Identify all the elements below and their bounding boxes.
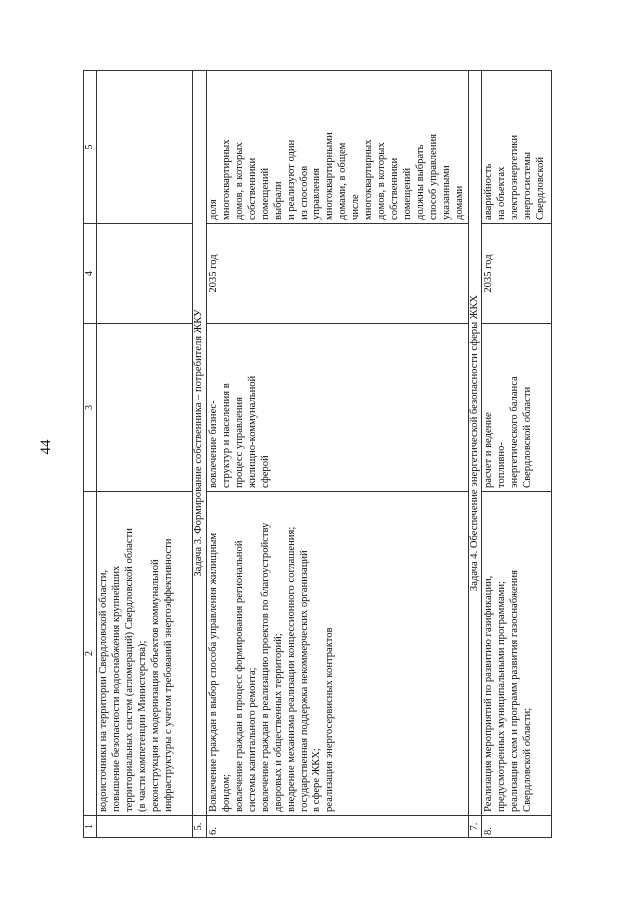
header-col-1: 1 bbox=[84, 816, 97, 838]
section-number: 5. bbox=[193, 816, 207, 838]
header-col-3: 3 bbox=[84, 324, 97, 492]
row-measures: Реализация мероприятий по развитию газификации, предусмотренных муниципальными программами; реализация схем и программ развития газоснабжения Свердловской области; bbox=[482, 492, 552, 816]
row-indicator: аварийность на объектах электроэнергетики энергосистемы Свердловской bbox=[482, 71, 552, 224]
row-year: 2035 год bbox=[482, 224, 552, 324]
section-title: Задача 3. Формирование собственника – потребителя ЖКУ bbox=[193, 71, 207, 816]
header-col-5: 5 bbox=[84, 71, 97, 224]
section-number: 7. bbox=[468, 816, 482, 838]
rotated-table-container bbox=[83, 71, 623, 838]
row-number: 6. bbox=[207, 816, 468, 838]
header-row bbox=[84, 71, 97, 838]
row-number: 8. bbox=[482, 816, 552, 838]
section-title: Задача 4. Обеспечение энергетической безопасности сферы ЖКХ bbox=[468, 71, 482, 816]
page-number: 44 bbox=[38, 439, 54, 455]
row-result: расчет и ведение топливно- энергетического баланса Свердловской области bbox=[482, 324, 552, 492]
header-col-2: 2 bbox=[84, 492, 97, 816]
plan-table bbox=[83, 70, 552, 838]
row-measures: Вовлечение граждан в выбор способа управления жилищным фондом; вовлечение граждан в процесс формирования региональной системы капитального ремонта; вовлечение граждан в реализацию проектов по благоустройству дворовых и общественных территорий; внедрение механизма реализации концессионного соглашения; государственная поддержка некоммерческих организаций в сфере ЖКХ; реализация энергосервисных контрактов bbox=[207, 492, 468, 816]
section-row bbox=[193, 71, 207, 838]
section-row bbox=[468, 71, 482, 838]
row-indicator: доля многоквартирных домов, в которых собственники помещений выбрали и реализуют один из способов управления многоквартирными домами, в общем числе многоквартирных домов, в которых собственники помещений должны выбрать способ управления указанными домами bbox=[207, 71, 468, 224]
row-year: 2035 год bbox=[207, 224, 468, 324]
header-col-4: 4 bbox=[84, 224, 97, 324]
table-row bbox=[207, 71, 468, 838]
continuation-measures: водоисточники на территории Свердловской области, повышение безопасности водоснабжения крупнейших территориальных систем (агломераций) Свердловской области (в части компетенции Министерства); реконструкция и модернизация объектов коммунальной инфраструктуры с учетом требований энергоэффективности bbox=[97, 492, 193, 816]
row-result: вовлечение бизнес- структур и населения в процесс управления жилищно-коммунальной сферой bbox=[207, 324, 468, 492]
table-row bbox=[482, 71, 552, 838]
continuation-row bbox=[97, 71, 193, 838]
